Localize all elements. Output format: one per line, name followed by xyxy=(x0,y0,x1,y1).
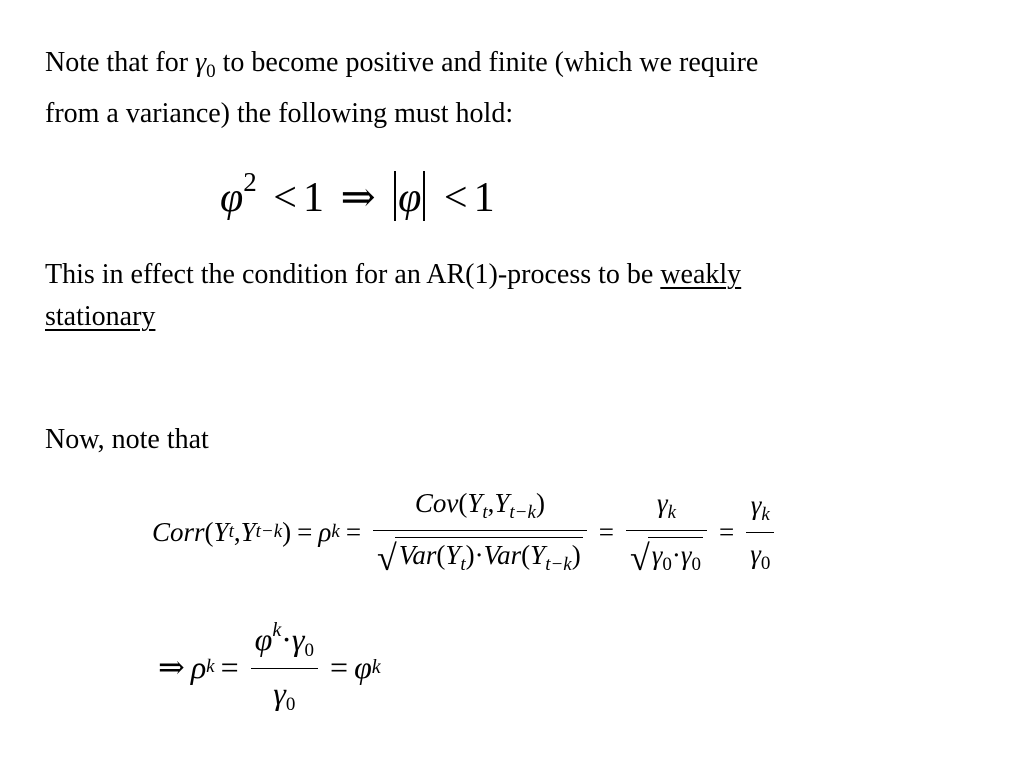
corr-y2: Y xyxy=(240,516,256,547)
intro-paragraph xyxy=(45,42,758,135)
phi-symbol-abs: φ xyxy=(398,175,422,221)
radical-sign-2: √ xyxy=(629,537,650,578)
cov-sub-tmk: t−k xyxy=(509,501,536,523)
implies-arrow-2: ⇒ xyxy=(158,649,185,685)
intro-text-after: to become positive and finite (which we require xyxy=(215,47,759,78)
abs-bar-left xyxy=(394,171,396,221)
gamma-0-d: γ xyxy=(291,620,305,657)
phi-symbol: φ xyxy=(220,175,244,221)
cov-fraction xyxy=(373,488,587,577)
var-lparen-2: ( xyxy=(521,539,531,570)
condition-line-2 xyxy=(45,296,741,338)
var-y2: Y xyxy=(530,539,546,570)
gamma-0-b-sub: 0 xyxy=(691,553,702,575)
stationarity-inequality xyxy=(220,152,495,228)
cov-numerator xyxy=(411,488,549,530)
equals-6: = xyxy=(330,648,349,685)
corr-label: Corr xyxy=(152,516,205,547)
var-label: Var xyxy=(398,539,437,570)
gamma-0-e: γ xyxy=(273,674,286,711)
less-than: < xyxy=(273,175,297,221)
rho-sub-k-2: k xyxy=(206,656,215,677)
equals-5: = xyxy=(220,648,239,685)
correlation-equation xyxy=(152,482,780,582)
gamma-0: γ xyxy=(651,539,663,570)
corr-lparen: ( xyxy=(204,516,214,547)
rho-symbol: ρ xyxy=(318,516,332,547)
corr-sub-tmk: t−k xyxy=(255,521,283,542)
abs-bar-right xyxy=(423,171,425,221)
phi-result: φ xyxy=(354,648,372,685)
gamma-subscript: 0 xyxy=(206,61,216,82)
radical-sign: √ xyxy=(377,537,397,578)
intro-line-2: from a variance) the following must hold: xyxy=(45,98,514,129)
cov-lparen: ( xyxy=(458,487,468,518)
gamma-0-c-sub: 0 xyxy=(760,552,771,574)
var-y: Y xyxy=(445,539,461,570)
var-dot: · xyxy=(474,539,484,570)
cov-sub-t: t xyxy=(482,501,488,523)
phi-result-exp: k xyxy=(371,655,381,678)
less-than-2: < xyxy=(443,175,468,221)
gamma-radicand xyxy=(648,537,703,576)
gamma-0-b: γ xyxy=(680,539,692,570)
equals-3: = xyxy=(598,516,614,547)
var-rparen: ) xyxy=(465,539,475,570)
phi-k: φ xyxy=(254,620,273,657)
one: 1 xyxy=(302,175,324,221)
sqrt-var xyxy=(377,537,583,576)
corr-y: Y xyxy=(213,516,229,547)
condition-text: This in effect the condition for an AR(1)-process to be xyxy=(45,259,661,290)
phi-k-exp: k xyxy=(272,618,282,641)
one-2: 1 xyxy=(473,175,495,221)
var-sub-tmk: t−k xyxy=(545,553,572,575)
gamma-0-sub: 0 xyxy=(662,553,672,575)
var-lparen: ( xyxy=(436,539,446,570)
intro-text-before: Note that for xyxy=(45,47,196,78)
note-paragraph: Now, note that xyxy=(45,424,209,455)
phi-gamma-dot: · xyxy=(281,620,292,657)
intro-line-1 xyxy=(45,42,758,93)
var-label-2: Var xyxy=(483,539,522,570)
cov-y2: Y xyxy=(494,487,510,518)
cov-denominator xyxy=(373,531,587,577)
gamma-k-numerator xyxy=(653,488,680,530)
gamma-k: γ xyxy=(656,487,668,518)
equals-1: = xyxy=(297,516,313,547)
var-radicand xyxy=(395,537,583,576)
gamma-k-sub: k xyxy=(667,501,677,523)
var-rparen-2: ) xyxy=(571,539,581,570)
gamma-ratio-numerator xyxy=(747,490,774,532)
gamma-sqrt-fraction xyxy=(626,488,707,577)
gamma-symbol: γ xyxy=(195,47,207,78)
implies-arrow: ⇒ xyxy=(340,175,376,221)
phi-gamma-denominator xyxy=(269,669,299,716)
rho-symbol-2: ρ xyxy=(190,648,207,685)
gamma-sqrt-denominator xyxy=(626,531,707,577)
stationary-underlined: stationary xyxy=(45,301,156,332)
gamma-0-e-sub: 0 xyxy=(285,693,296,715)
cov-comma: , xyxy=(487,487,495,518)
condition-paragraph xyxy=(45,254,741,338)
corr-rparen: ) xyxy=(282,516,292,547)
phi-gamma-fraction xyxy=(251,619,318,716)
corr-comma: , xyxy=(233,516,241,547)
gamma-ratio-denominator xyxy=(746,533,774,575)
cov-rparen: ) xyxy=(535,487,545,518)
condition-line-1 xyxy=(45,254,741,296)
gamma-k-2-sub: k xyxy=(761,503,770,525)
weakly-underlined: weakly xyxy=(660,259,742,290)
rho-sub-k: k xyxy=(331,521,340,542)
phi-gamma-numerator xyxy=(251,619,318,668)
cov-y: Y xyxy=(467,487,483,518)
var-sub-t: t xyxy=(460,553,466,575)
rho-equation xyxy=(152,612,381,722)
phi-exponent: 2 xyxy=(243,167,257,197)
gamma-dot: · xyxy=(671,539,681,570)
gamma-0-c: γ xyxy=(750,538,761,569)
gamma-k-2: γ xyxy=(750,489,762,520)
sqrt-gamma xyxy=(630,537,703,576)
equals-4: = xyxy=(719,516,735,547)
equals-2: = xyxy=(345,516,362,547)
gamma-0-d-sub: 0 xyxy=(304,639,315,661)
corr-sub-t: t xyxy=(228,521,234,542)
cov-label: Cov xyxy=(414,487,459,518)
gamma-ratio-fraction xyxy=(746,490,774,575)
